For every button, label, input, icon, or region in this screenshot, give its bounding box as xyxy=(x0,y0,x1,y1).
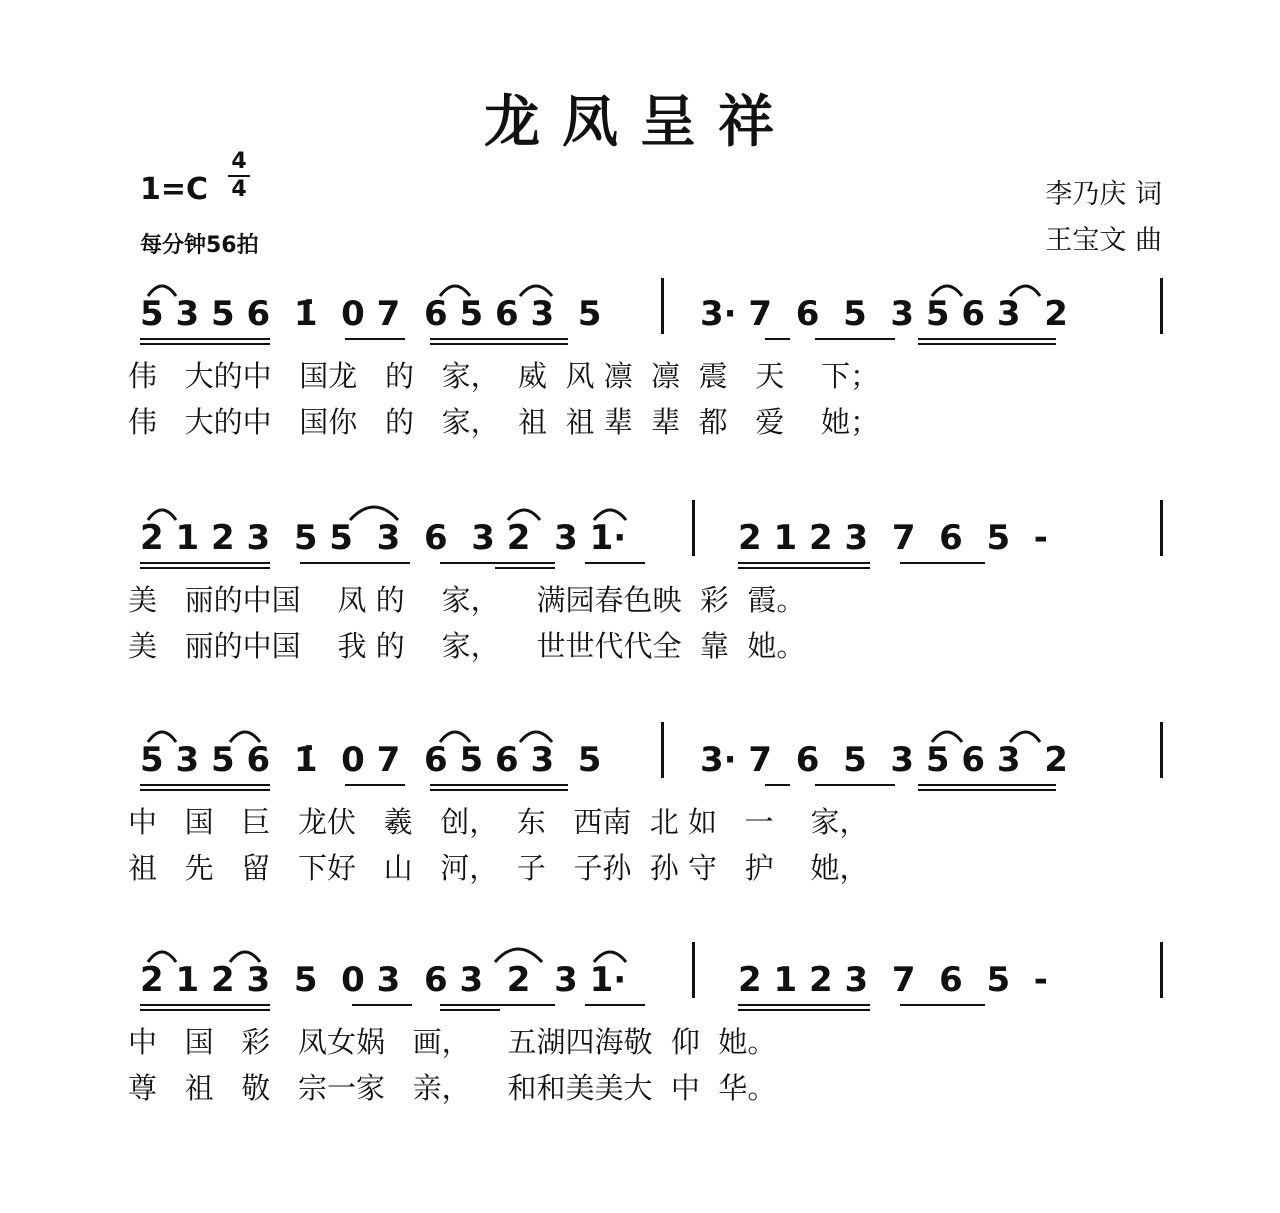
beam xyxy=(140,343,270,345)
beam xyxy=(765,784,790,786)
notes-right: 2 1 2 3 7 6 5 - xyxy=(738,960,1048,1000)
barline-end xyxy=(1160,942,1163,998)
beam xyxy=(440,1004,555,1006)
beam xyxy=(430,338,568,340)
beam xyxy=(430,784,568,786)
beam xyxy=(738,567,870,569)
barline-end xyxy=(1160,722,1163,778)
barline xyxy=(661,278,664,334)
beam xyxy=(140,567,270,569)
lyrics-verse-1: 中 国 彩 凤女娲 画， 五湖四海敬 仰 她。 xyxy=(128,1025,777,1059)
lyrics-verse-2: 美 丽的中国 我 的 家， 世世代代全 靠 她。 xyxy=(128,629,806,663)
barline xyxy=(692,942,695,998)
beam xyxy=(430,789,568,791)
barline xyxy=(692,500,695,556)
beam xyxy=(140,789,270,791)
beam xyxy=(900,562,985,564)
beam xyxy=(738,1009,870,1011)
beam xyxy=(738,1004,870,1006)
beam xyxy=(345,338,405,340)
lyrics-verse-1: 美 丽的中国 凤 的 家， 满园春色映 彩 霞。 xyxy=(128,583,806,617)
notes-left: 2 1 2 3 5 0 3 6 3 2 3 1· xyxy=(140,960,627,1000)
composer-credit: 王宝文 曲 xyxy=(1045,225,1162,256)
beam xyxy=(918,338,1056,340)
beam xyxy=(140,562,270,564)
lyrics-verse-2: 祖 先 留 下好 山 河， 子 子孙 孙 守 护 她， xyxy=(128,851,869,885)
beam xyxy=(440,562,555,564)
barline xyxy=(661,722,664,778)
beam xyxy=(765,338,790,340)
beam xyxy=(918,784,1056,786)
time-signature-bottom: 4 xyxy=(231,177,247,202)
beam xyxy=(738,562,870,564)
time-signature xyxy=(228,150,250,202)
lyrics-verse-2: 伟 大的中 国你 的 家， 祖 祖 辈 辈 都 爱 她； xyxy=(128,405,880,439)
beam xyxy=(900,1004,985,1006)
beam xyxy=(300,562,410,564)
beam xyxy=(140,1004,270,1006)
beam xyxy=(345,784,405,786)
beam xyxy=(585,562,645,564)
beam xyxy=(140,784,270,786)
lyrics-verse-1: 伟 大的中 国龙 的 家， 威 风 凛 凛 震 天 下； xyxy=(128,359,880,393)
song-title: 龙凤呈祥 xyxy=(484,89,796,155)
notes-left: 5 3 5 6 1̇ 0 7 6 5 6 3 5 xyxy=(140,294,602,334)
beam xyxy=(495,567,555,569)
beam xyxy=(140,1009,270,1011)
beam xyxy=(140,338,270,340)
barline-end xyxy=(1160,500,1163,556)
lyrics-verse-1: 中 国 巨 龙伏 羲 创， 东 西南 北 如 一 家， xyxy=(128,805,869,839)
beam xyxy=(585,1004,645,1006)
notes-right: 3· 7 6 5 3 5 6 3 2 xyxy=(700,740,1068,780)
beam xyxy=(815,784,895,786)
beam xyxy=(440,1009,500,1011)
beam xyxy=(815,338,895,340)
beam xyxy=(430,343,568,345)
notes-left: 2 1 2 3 5 5 3 6 3 2 3 1· xyxy=(140,518,627,558)
key-signature: 1=C xyxy=(140,172,209,207)
beam xyxy=(352,1004,412,1006)
time-signature-top: 4 xyxy=(231,149,247,174)
beam xyxy=(918,343,1056,345)
tempo-marking: 每分钟56拍 xyxy=(140,233,259,258)
lyricist-credit: 李乃庆 词 xyxy=(1045,179,1162,210)
notes-right: 3· 7 6 5 3 5 6 3 2 xyxy=(700,294,1068,334)
beam xyxy=(918,789,1056,791)
barline-end xyxy=(1160,278,1163,334)
notes-right: 2 1 2 3 7 6 5 - xyxy=(738,518,1048,558)
lyrics-verse-2: 尊 祖 敬 宗一家 亲， 和和美美大 中 华。 xyxy=(128,1071,777,1105)
notes-left: 5 3 5 6 1̇ 0 7 6 5 6 3 5 xyxy=(140,740,602,780)
